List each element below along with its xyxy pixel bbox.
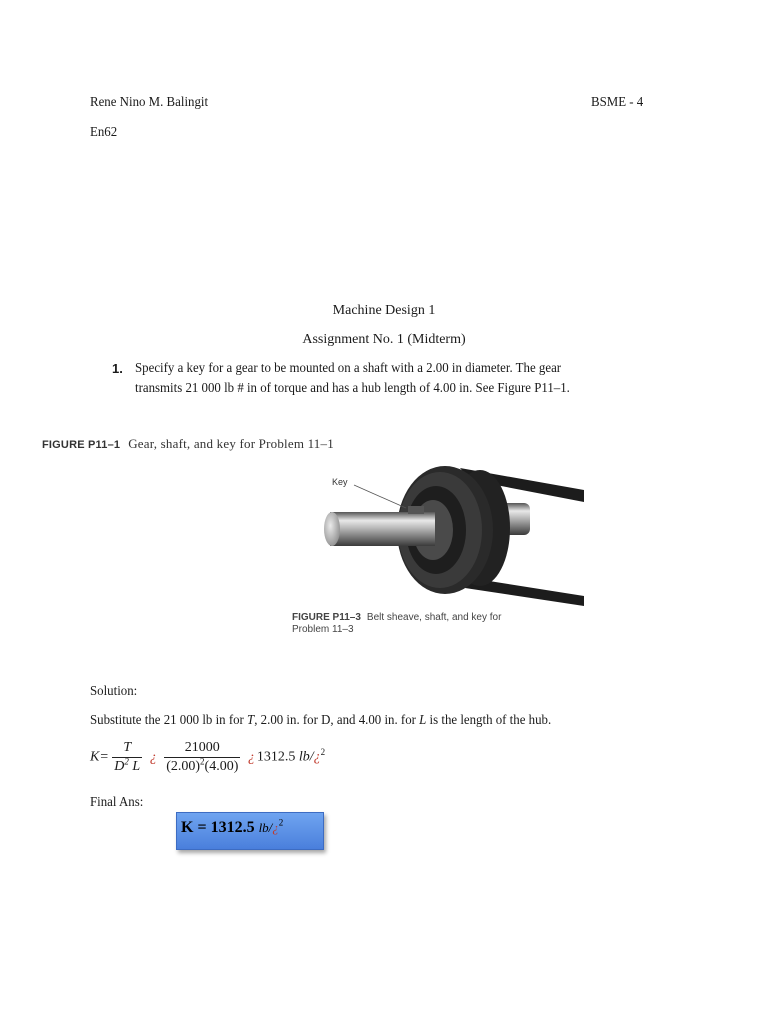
fraction-numeric: $\frac{21000}{(2.00)^2(4.00)}$ — [166, 740, 239, 774]
problem-line-1: Specify a key for a gear to be mounted on a shaft with a 2.00 in diameter. The gear — [135, 361, 562, 376]
sheave-shaft-key-illustration — [320, 458, 592, 608]
final-answer-label: Final Ans: — [90, 795, 144, 810]
fraction-symbolic: $\frac{T}{D^2 L}$ — [114, 740, 141, 774]
shaft-end — [324, 512, 340, 546]
figure-caption-bottom: FIGURE P11–3 Belt sheave, shaft, and key for Problem 11–3 — [292, 612, 502, 635]
key-part — [408, 506, 424, 514]
student-name: Rene Nino M. Balingit — [90, 95, 209, 110]
section-label: En62 — [90, 125, 118, 140]
solution-heading: Solution: — [90, 684, 138, 699]
key-leader-line — [354, 485, 406, 508]
final-answer-box: K = 1312.5 lb/¿$^2$ — [176, 812, 324, 850]
program-label: BSME - 4 — [591, 95, 644, 110]
figure-caption-top: FIGURE P11–1 Gear, shaft, and key for Problem 11–1 — [42, 436, 334, 451]
shaft-front — [330, 512, 435, 546]
course-title: Machine Design 1 — [332, 303, 436, 318]
problem-number: 1. — [112, 361, 123, 376]
assignment-title: Assignment No. 1 (Midterm) — [302, 332, 466, 347]
key-label: Key — [332, 477, 348, 487]
problem-line-2: transmits 21 000 lb # in of torque and has a hub length of 4.00 in. See Figure P11–1. — [135, 381, 570, 396]
key-stiffness-equation: K= $\frac{T}{D^2 L}$ ¿ $\frac{21000}{(2.00)^2(4.00)}$ ¿ 1312.5 lb/¿$^2$ — [90, 740, 326, 774]
solution-substitution-line: Substitute the 21 000 lb in for T, 2.00 in. for D, and 4.00 in. for L is the length of the hub. — [90, 713, 552, 728]
